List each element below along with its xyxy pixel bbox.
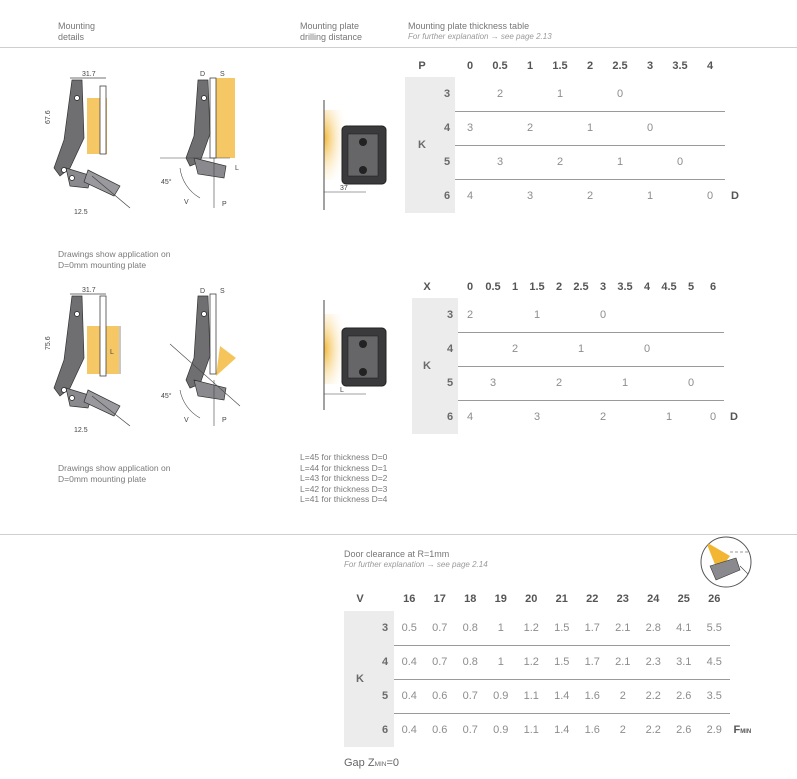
table-cell: 1 bbox=[614, 366, 636, 400]
table-cell: 1 bbox=[575, 111, 605, 145]
table-cell bbox=[636, 298, 658, 332]
table-cell bbox=[548, 400, 570, 434]
table-cell bbox=[526, 366, 548, 400]
table-cell: 2.2 bbox=[638, 679, 669, 713]
table-cell bbox=[605, 179, 635, 213]
drilling-distance-header bbox=[300, 21, 362, 43]
table-cell: 2 bbox=[619, 724, 626, 737]
col-header: 17 bbox=[433, 593, 446, 605]
table-cell bbox=[658, 332, 680, 366]
label-45deg: 45° bbox=[161, 179, 172, 186]
d-label: D bbox=[731, 190, 739, 202]
table-cell bbox=[570, 366, 592, 400]
col-header: 24 bbox=[647, 593, 660, 605]
table-cell: 4 bbox=[466, 411, 474, 424]
door-clearance-table bbox=[344, 587, 760, 747]
table-cell: 0 bbox=[706, 190, 714, 203]
note-line: D=0mm mounting plate bbox=[58, 260, 147, 270]
table-cell bbox=[680, 400, 702, 434]
table-cell: 0.8 bbox=[455, 611, 486, 645]
dim-12-5: 12.5 bbox=[74, 209, 88, 216]
table-cell bbox=[658, 366, 680, 400]
table-cell bbox=[614, 298, 636, 332]
dim-67-6: 67.6 bbox=[45, 110, 52, 124]
col-header: 1.5 bbox=[552, 60, 568, 72]
col-header: 25 bbox=[677, 593, 690, 605]
table3-corner: V bbox=[356, 593, 364, 605]
l-value-line: L=43 for thickness D=2 bbox=[300, 473, 388, 484]
table-cell bbox=[515, 77, 545, 111]
table-cell: 0.7 bbox=[455, 679, 486, 713]
hinge-drawing-2 bbox=[30, 286, 260, 436]
table-cell: 1.5 bbox=[547, 645, 578, 679]
mounting-plate-drawing-2 bbox=[318, 300, 394, 412]
table-cell: 0.4 bbox=[394, 645, 425, 679]
table-cell: 3.5 bbox=[699, 679, 730, 713]
table-cell bbox=[592, 366, 614, 400]
col-header: 3 bbox=[599, 281, 607, 293]
label-V: V bbox=[184, 199, 189, 206]
header-line: details bbox=[58, 32, 85, 42]
table-cell bbox=[614, 332, 636, 366]
table-cell bbox=[635, 145, 665, 179]
col-header: 21 bbox=[555, 593, 568, 605]
door-clearance-subtitle: For further explanation → see page 2.14 bbox=[344, 560, 488, 569]
door-clearance-title: Door clearance at R=1mm bbox=[344, 549, 450, 559]
note-line: Drawings show application on bbox=[58, 463, 171, 473]
table-cell bbox=[482, 332, 504, 366]
label-P: P bbox=[222, 201, 227, 208]
table-cell: 0 bbox=[665, 145, 695, 179]
bottom-divider bbox=[0, 534, 797, 535]
table-cell bbox=[665, 111, 695, 145]
table-cell bbox=[545, 111, 575, 145]
table-cell bbox=[570, 400, 592, 434]
table-cell bbox=[575, 77, 605, 111]
col-header: 1 bbox=[511, 281, 519, 293]
top-divider bbox=[0, 47, 797, 48]
table-cell: 2 bbox=[599, 411, 607, 424]
table-cell: 2 bbox=[504, 332, 526, 366]
table-cell: 3 bbox=[485, 145, 515, 179]
table-cell bbox=[455, 77, 485, 111]
table-cell: 1 bbox=[665, 411, 673, 424]
table-cell bbox=[665, 77, 695, 111]
table-cell: 4 bbox=[466, 190, 474, 203]
table-cell: 0.9 bbox=[493, 724, 509, 737]
thickness-table-p bbox=[405, 55, 745, 213]
table-cell bbox=[695, 145, 725, 179]
col-header: 4 bbox=[643, 281, 651, 293]
l-values-list bbox=[300, 452, 387, 505]
table-cell bbox=[485, 111, 515, 145]
label-D: D bbox=[200, 71, 206, 78]
table-cell bbox=[570, 298, 592, 332]
k-value: 6 bbox=[439, 179, 455, 213]
table-cell: 1 bbox=[605, 145, 635, 179]
dim-37: 37 bbox=[340, 185, 348, 192]
table-cell: 1 bbox=[570, 332, 592, 366]
note-line: Drawings show application on bbox=[58, 249, 171, 259]
table-cell: 0.5 bbox=[394, 611, 425, 645]
table-cell: 0.7 bbox=[425, 611, 456, 645]
table-cell: 1.2 bbox=[516, 611, 547, 645]
table-cell: 1.4 bbox=[547, 679, 578, 713]
table-cell: 0 bbox=[635, 111, 665, 145]
table-cell: 1.1 bbox=[523, 724, 539, 737]
table-cell: 1 bbox=[486, 645, 517, 679]
fmin-subscript: MIN bbox=[740, 729, 752, 735]
col-header: 23 bbox=[616, 593, 629, 605]
k-value: 4 bbox=[439, 111, 455, 145]
col-header: 0.5 bbox=[492, 60, 508, 72]
table-cell: 0.4 bbox=[394, 679, 425, 713]
d-label: D bbox=[730, 411, 738, 423]
k-value: 6 bbox=[376, 713, 394, 747]
fmin-letter: F bbox=[733, 724, 741, 736]
table-cell bbox=[504, 366, 526, 400]
label-V: V bbox=[184, 417, 189, 424]
header-line: Mounting bbox=[58, 21, 96, 31]
table-cell: 1.4 bbox=[554, 724, 570, 737]
table-cell: 3 bbox=[526, 190, 534, 203]
table-cell: 2.1 bbox=[608, 611, 639, 645]
table2-corner: X bbox=[423, 281, 431, 293]
table-cell: 0.7 bbox=[462, 724, 478, 737]
col-header: 6 bbox=[709, 281, 717, 293]
label-S: S bbox=[220, 288, 225, 295]
table-cell bbox=[515, 145, 545, 179]
k-value: 5 bbox=[442, 366, 458, 400]
col-header: 26 bbox=[708, 593, 721, 605]
drawings-note-1 bbox=[58, 249, 170, 271]
header-line: drilling distance bbox=[300, 32, 363, 42]
door-clearance-header bbox=[344, 549, 488, 569]
table-cell: 1 bbox=[526, 298, 548, 332]
mounting-details-header bbox=[58, 21, 95, 43]
table-cell bbox=[658, 298, 680, 332]
table-cell bbox=[614, 400, 636, 434]
table-cell bbox=[702, 332, 724, 366]
table-cell bbox=[458, 366, 482, 400]
col-header: 4.5 bbox=[661, 281, 677, 293]
drawings-note-2 bbox=[58, 463, 170, 485]
l-value-line: L=42 for thickness D=3 bbox=[300, 483, 388, 494]
table-cell bbox=[695, 111, 725, 145]
col-header: 22 bbox=[586, 593, 599, 605]
table-cell: 2.1 bbox=[608, 645, 639, 679]
table-cell: 0 bbox=[592, 298, 614, 332]
table-cell bbox=[592, 332, 614, 366]
table-cell: 2.2 bbox=[645, 724, 661, 737]
table-cell bbox=[635, 77, 665, 111]
table-cell: 3 bbox=[455, 111, 485, 145]
table-cell bbox=[485, 179, 515, 213]
col-header: 3 bbox=[646, 60, 654, 72]
col-header: 2 bbox=[586, 60, 594, 72]
dim-75-6: 75.6 bbox=[45, 336, 52, 350]
table-cell: 0.4 bbox=[401, 724, 417, 737]
fmin-label bbox=[730, 713, 760, 747]
table-cell bbox=[545, 179, 575, 213]
hinge-drawing-1 bbox=[30, 58, 260, 218]
dim-31-7: 31.7 bbox=[82, 287, 96, 294]
col-header: 2 bbox=[555, 281, 563, 293]
table-cell: 3 bbox=[482, 366, 504, 400]
label-D: D bbox=[200, 288, 206, 295]
table-cell: 0.9 bbox=[486, 679, 517, 713]
label-45deg: 45° bbox=[161, 393, 172, 400]
label-S: S bbox=[220, 71, 225, 78]
table-cell bbox=[504, 298, 526, 332]
thickness-table-x bbox=[412, 276, 744, 434]
table-cell: 1.7 bbox=[577, 645, 608, 679]
note-line: D=0mm mounting plate bbox=[58, 474, 147, 484]
table-cell bbox=[458, 332, 482, 366]
col-header: 4 bbox=[706, 60, 714, 72]
table-cell bbox=[636, 400, 658, 434]
table-cell: 0 bbox=[636, 332, 658, 366]
table-cell bbox=[702, 366, 724, 400]
table-cell: 1.6 bbox=[584, 724, 600, 737]
dim-31-7: 31.7 bbox=[82, 71, 96, 78]
table-cell bbox=[526, 332, 548, 366]
table-cell: 2.6 bbox=[676, 724, 692, 737]
label-P: P bbox=[222, 417, 227, 424]
table-cell: 2 bbox=[586, 190, 594, 203]
col-header: 2.5 bbox=[573, 281, 589, 293]
col-header: 0 bbox=[466, 281, 474, 293]
col-header: 5 bbox=[687, 281, 695, 293]
l-value-line: L=44 for thickness D=1 bbox=[300, 462, 388, 473]
gap-subscript: MIN bbox=[374, 761, 387, 768]
table-cell: 0 bbox=[680, 366, 702, 400]
table-cell bbox=[680, 332, 702, 366]
thickness-table-header bbox=[408, 21, 552, 41]
k-value: 3 bbox=[376, 611, 394, 645]
col-header: 1.5 bbox=[529, 281, 545, 293]
door-clearance-detail-icon bbox=[700, 536, 760, 592]
k-label: K bbox=[405, 77, 439, 213]
thickness-table-title: Mounting plate thickness table bbox=[408, 21, 530, 31]
col-header: 2.5 bbox=[612, 60, 628, 72]
table-cell bbox=[636, 366, 658, 400]
table-cell: 2 bbox=[485, 77, 515, 111]
table-cell: 3 bbox=[533, 411, 541, 424]
mounting-plate-drawing-1 bbox=[318, 100, 394, 212]
table-cell: 1.1 bbox=[516, 679, 547, 713]
table-cell: 1.6 bbox=[577, 679, 608, 713]
table1-corner: P bbox=[418, 60, 426, 72]
table-cell: 2.8 bbox=[638, 611, 669, 645]
table-cell: 1.5 bbox=[547, 611, 578, 645]
k-value: 4 bbox=[376, 645, 394, 679]
k-label: K bbox=[412, 298, 442, 434]
k-value: 4 bbox=[442, 332, 458, 366]
table-cell: 2 bbox=[515, 111, 545, 145]
dim-12-5: 12.5 bbox=[74, 427, 88, 434]
gap-prefix: Gap Z bbox=[344, 757, 375, 769]
label-L: L bbox=[340, 387, 344, 394]
gap-zmin bbox=[344, 757, 399, 769]
table-cell bbox=[482, 298, 504, 332]
table-cell: 1 bbox=[646, 190, 654, 203]
table-cell bbox=[548, 298, 570, 332]
table-cell: 4.1 bbox=[669, 611, 700, 645]
table-cell bbox=[680, 298, 702, 332]
gap-suffix: =0 bbox=[386, 757, 400, 769]
table-cell bbox=[695, 77, 725, 111]
table-cell: 4.5 bbox=[699, 645, 730, 679]
thickness-table-subtitle: For further explanation → see page 2.13 bbox=[408, 32, 552, 41]
table-cell: 1.7 bbox=[577, 611, 608, 645]
table-cell: 0.8 bbox=[455, 645, 486, 679]
table-cell: 3.1 bbox=[669, 645, 700, 679]
table-cell bbox=[548, 332, 570, 366]
table-cell bbox=[504, 400, 526, 434]
k-value: 5 bbox=[439, 145, 455, 179]
table-cell bbox=[455, 145, 485, 179]
k-value: 6 bbox=[442, 400, 458, 434]
label-L: L bbox=[110, 349, 114, 356]
table-cell bbox=[665, 179, 695, 213]
table-cell: 2 bbox=[458, 298, 482, 332]
l-value-line: L=41 for thickness D=4 bbox=[300, 494, 388, 505]
table-cell: 2 bbox=[548, 366, 570, 400]
table-cell bbox=[605, 111, 635, 145]
table-cell bbox=[575, 145, 605, 179]
header-line: Mounting plate bbox=[300, 21, 360, 31]
table-cell: 0.6 bbox=[425, 679, 456, 713]
table-cell: 2 bbox=[608, 679, 639, 713]
col-header: 1 bbox=[526, 60, 534, 72]
k-label: K bbox=[344, 611, 376, 747]
col-header: 20 bbox=[525, 593, 538, 605]
table-cell: 1 bbox=[486, 611, 517, 645]
col-header: 0.5 bbox=[485, 281, 501, 293]
table-cell: 2.9 bbox=[706, 724, 722, 737]
table-cell: 2.6 bbox=[669, 679, 700, 713]
table-cell: 0 bbox=[709, 411, 717, 424]
col-header: 16 bbox=[403, 593, 416, 605]
table-cell: 2 bbox=[545, 145, 575, 179]
table-cell: 2.3 bbox=[638, 645, 669, 679]
table-cell: 5.5 bbox=[699, 611, 730, 645]
col-header: 19 bbox=[494, 593, 507, 605]
table-cell bbox=[482, 400, 504, 434]
table-cell bbox=[702, 298, 724, 332]
k-value: 3 bbox=[439, 77, 455, 111]
col-header: 3.5 bbox=[672, 60, 688, 72]
col-header: 0 bbox=[466, 60, 474, 72]
col-header: 3.5 bbox=[617, 281, 633, 293]
table-cell: 1.2 bbox=[516, 645, 547, 679]
col-header: 18 bbox=[464, 593, 477, 605]
table-cell: 0 bbox=[605, 77, 635, 111]
k-value: 3 bbox=[442, 298, 458, 332]
table-cell: 0.6 bbox=[432, 724, 448, 737]
l-value-line: L=45 for thickness D=0 bbox=[300, 452, 388, 462]
k-value: 5 bbox=[376, 679, 394, 713]
table-cell: 0.7 bbox=[425, 645, 456, 679]
table-cell: 1 bbox=[545, 77, 575, 111]
label-L: L bbox=[235, 165, 239, 172]
